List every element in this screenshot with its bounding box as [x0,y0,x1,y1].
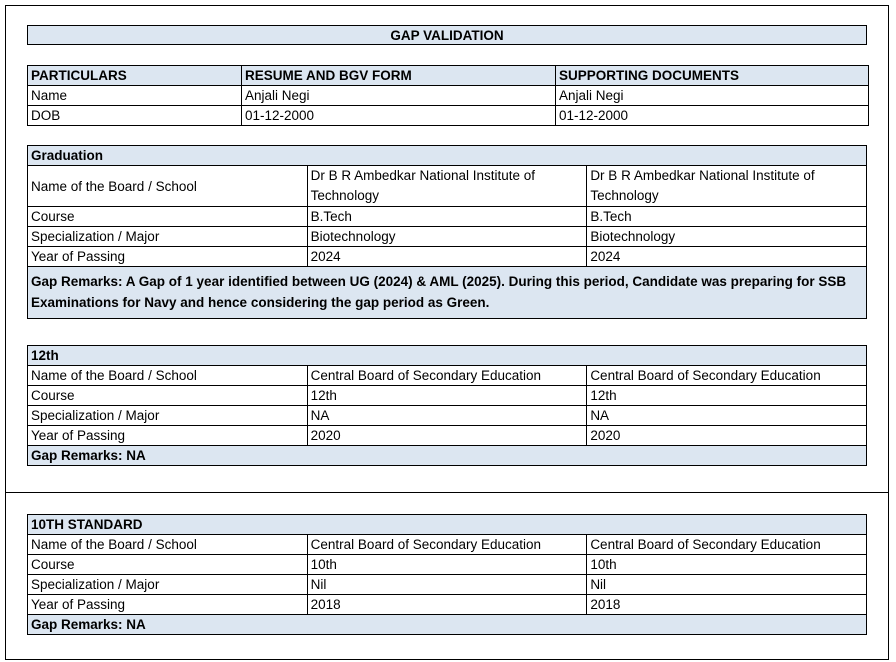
resume-value: Central Board of Secondary Education [307,535,587,555]
section-heading-row [28,515,867,535]
table-row [28,575,867,595]
gap-remark: Gap Remarks: NA [28,615,867,635]
resume-value: 2020 [307,426,587,446]
twelfth-block [27,345,867,466]
docs-value: Anjali Negi [556,86,869,106]
tenth-block [27,514,867,635]
row-label: Year of Passing [28,595,308,615]
particulars-block [27,65,867,126]
resume-value: NA [307,406,587,426]
row-label: Name of the Board / School [28,366,308,386]
resume-value: Dr B R Ambedkar National Institute of Technology [307,166,587,207]
resume-value: Central Board of Secondary Education [307,366,587,386]
section-heading: 10TH STANDARD [28,515,867,535]
row-label: Course [28,386,308,406]
docs-value: Biotechnology [587,227,867,247]
docs-value: Central Board of Secondary Education [587,366,867,386]
tenth-table [27,514,867,635]
graduation-table [27,145,867,319]
gap-remark: Gap Remarks: NA [28,446,867,466]
row-label: Year of Passing [28,426,308,446]
resume-value: Anjali Negi [242,86,556,106]
docs-value: 10th [587,555,867,575]
table-row [28,166,867,207]
row-label: Name [28,86,242,106]
docs-value: 01-12-2000 [556,106,869,126]
particulars-header: PARTICULARS [28,66,242,86]
resume-value: Nil [307,575,587,595]
docs-value: Nil [587,575,867,595]
row-label: Specialization / Major [28,575,308,595]
row-label: Name of the Board / School [28,535,308,555]
section-heading-row [28,146,867,166]
docs-value: Dr B R Ambedkar National Institute of Technology [587,166,867,207]
particulars-table [27,65,869,126]
resume-value: 12th [307,386,587,406]
table-row [28,86,869,106]
docs-value: B.Tech [587,207,867,227]
docs-header: SUPPORTING DOCUMENTS [556,66,869,86]
row-label: DOB [28,106,242,126]
table-row [28,247,867,267]
twelfth-table [27,345,867,466]
remark-row [28,615,867,635]
row-label: Specialization / Major [28,227,308,247]
table-row [28,106,869,126]
row-label: Course [28,555,308,575]
section-heading-row [28,346,867,366]
remark-row [28,267,867,319]
docs-value: 2020 [587,426,867,446]
section-heading: 12th [28,346,867,366]
page-title: GAP VALIDATION [27,25,867,45]
graduation-block [27,145,867,319]
resume-value: Biotechnology [307,227,587,247]
gap-remark: Gap Remarks: A Gap of 1 year identified between UG (2024) & AML (2025). During this period, Candidate was preparing for SSB Examinations for Navy and hence considering the gap period as Green. [28,267,867,319]
particulars-header-row [28,66,869,86]
section-heading: Graduation [28,146,867,166]
table-row [28,555,867,575]
table-row [28,406,867,426]
table-row [28,227,867,247]
resume-header: RESUME AND BGV FORM [242,66,556,86]
table-row [28,386,867,406]
docs-value: 2024 [587,247,867,267]
row-label: Specialization / Major [28,406,308,426]
resume-value: 01-12-2000 [242,106,556,126]
table-row [28,426,867,446]
row-label: Course [28,207,308,227]
table-row [28,535,867,555]
resume-value: 10th [307,555,587,575]
table-row [28,595,867,615]
docs-value: 12th [587,386,867,406]
resume-value: 2024 [307,247,587,267]
docs-value: NA [587,406,867,426]
resume-value: B.Tech [307,207,587,227]
remark-row [28,446,867,466]
resume-value: 2018 [307,595,587,615]
table-row [28,366,867,386]
row-label: Year of Passing [28,247,308,267]
row-label: Name of the Board / School [28,166,308,207]
table-row [28,207,867,227]
docs-value: 2018 [587,595,867,615]
docs-value: Central Board of Secondary Education [587,535,867,555]
